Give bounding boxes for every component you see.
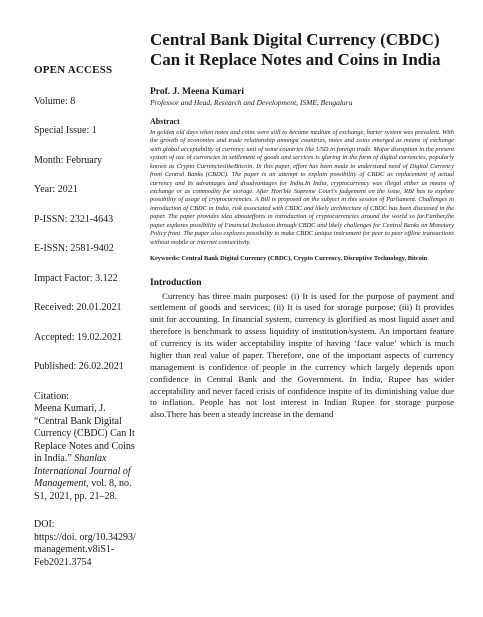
citation <box>34 391 142 504</box>
p-issn: P-ISSN: 2321-4643 <box>34 213 114 225</box>
citation-tail: , vol. 8, no. S1, 2021, pp. 21–28. <box>34 478 132 502</box>
article-title: Central Bank Digital Currency (CBDC) Can it Replace Notes and Coins in India <box>150 30 441 70</box>
doi-link[interactable]: https://doi. org/10.34293/ management.v8iS1- Feb2021.3754 <box>34 531 136 568</box>
article-main <box>150 30 454 421</box>
article-metadata-sidebar <box>34 64 142 569</box>
year: Year: 2021 <box>34 184 78 196</box>
published-date: Published: 26.02.2021 <box>34 361 124 373</box>
accepted-date: Accepted: 19.02.2021 <box>34 331 123 343</box>
abstract-text: In golden old days when notes and coins were still to become medium of exchange, barter system was prevalent. With the growth of economies and trade relationship amongst countries, notes and coins emerged as means of exchange with global acceptability of currency unit of some countries like USD in foreign trade. Major disruption in the present system of use of currencies in settlement of goods and services is glaring in the form of digital currencies, popularly known as Crypto CurrencieslikeBitcoin. In this paper, effort has been made to understand need of Digital Currency from Central Banks (CBDC). The paper is an attempt to explain possibility of CBDC as replacement of actual currency and its advantages and disadvantages for India.In India, cryptocurrency was illegal either as means of exchange or as commodity for storage. After Hon'ble Supreme Court's judgement on the issue, RBI has to explore possibility of usage of cryptocurrencies. A Bill is proposed on the subject in this session of Parliament. Challenges in introduction of CBDC in India, risk associated with CBDC and likely architecture of CBDC has been discussed in the paper. The paper provides idea aboutefforts in introduction of cryptocurrencies around the world so far.Further,the paper explores possibility of Financial Inclusion through CBDC and likely challenges for Central Banks on Monetary Policy front. The paper also explores possibility to make CBDC unique instrument for peer to peer offline transactions without mobile or internet connectivity. <box>150 128 454 246</box>
citation-text: Meena Kumari, J. “Central Bank Digital Currency (CBDC) Can It Replace Notes and Coins in India.” <box>34 403 135 465</box>
citation-label: Citation: <box>34 390 69 402</box>
author-name: Prof. J. Meena Kumari <box>150 86 245 97</box>
keywords-label: Keywords: <box>150 255 180 263</box>
impact-factor: Impact Factor: 3.122 <box>34 272 118 284</box>
author-affiliation: Professor and Head, Research and Development, ISME, Bengaluru <box>150 97 353 107</box>
doi <box>34 519 142 569</box>
introduction-body: Currency has three main purposes: (i) It is used for the purpose of payment and settlement of goods and services; (ii) It is used for storage purpose; (iii) It provides unit for accounting. In financial system, currency is glorified as most liquid asset and therefore is benchmark to assess liquidity of institution/system. An important feature of currency is its wider acceptability inspite of having ‘face value’ which is much higher than real value of paper. Therefore, one of the important aspects of currency management is confidence of people in the currency which largely depends upon confidence in Central Bank and the Government. In India, Rupee has wider acceptability and never faced crisis of confidence inspite of its diminishing value due to inflation. People has not lost interest in Indian Rupee for storage purpose also.There has been a steady increase in the demand <box>150 290 454 420</box>
e-issn: E-ISSN: 2581-9402 <box>34 243 114 255</box>
keywords <box>150 255 454 263</box>
special-issue: Special Issue: 1 <box>34 125 97 137</box>
keywords-list: Central Bank Digital Currency (CBDC), Crypto Currency, Disruptive Technology, Bitcoin <box>179 255 428 263</box>
introduction-heading: Introduction <box>150 277 202 288</box>
abstract-heading: Abstract <box>150 116 180 126</box>
received-date: Received: 20.01.2021 <box>34 302 122 314</box>
volume: Volume: 8 <box>34 95 76 107</box>
open-access-label: OPEN ACCESS <box>34 64 113 76</box>
doi-label: DOI: <box>34 519 55 531</box>
month: Month: February <box>34 154 103 166</box>
citation-journal: Shanlax International Journal of Management <box>34 453 131 490</box>
